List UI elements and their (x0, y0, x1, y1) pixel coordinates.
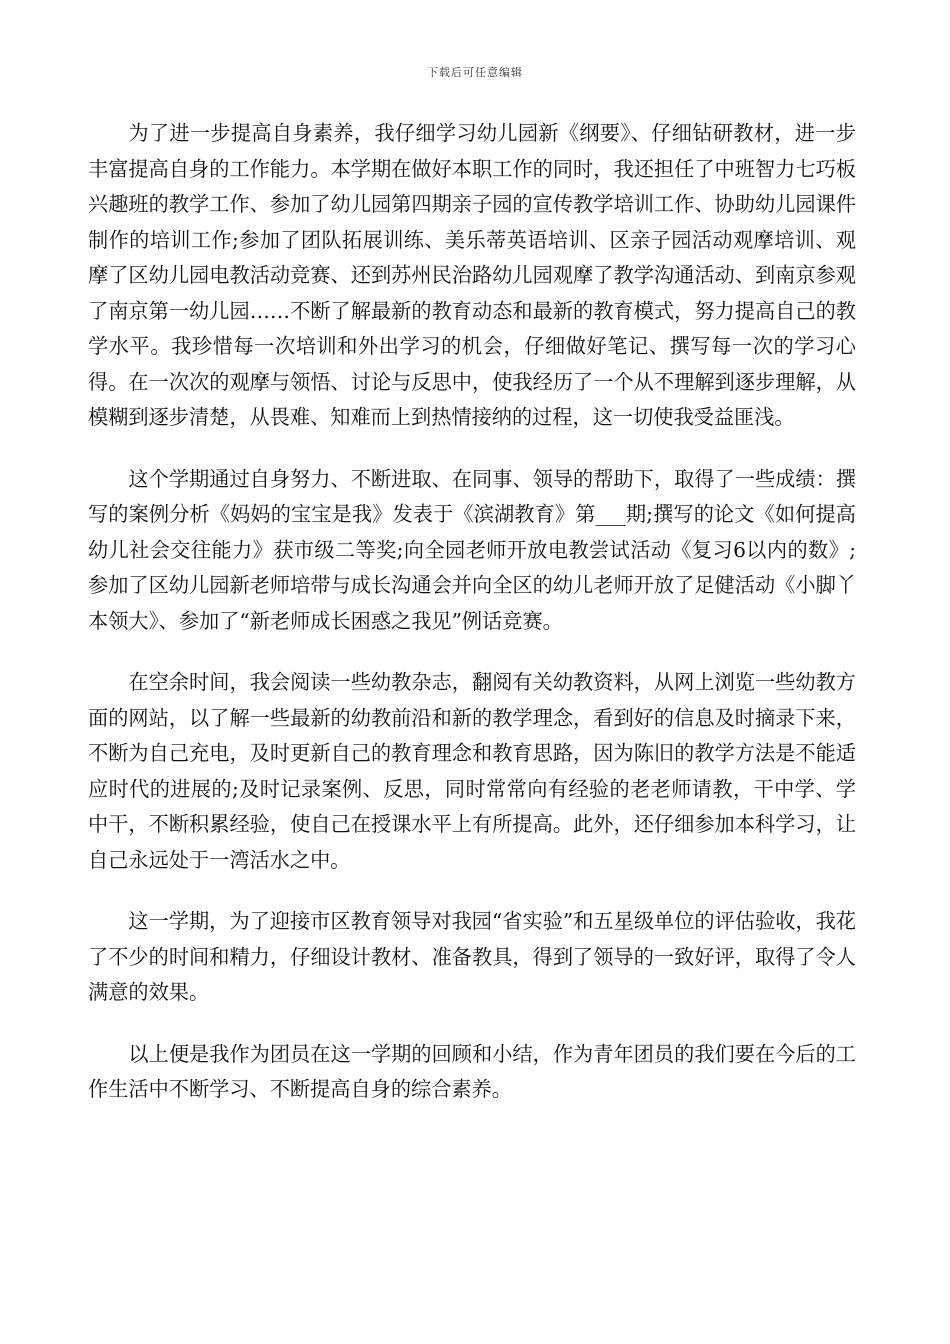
paragraph-evaluation: 这一学期，为了迎接市区教育领导对我园“省实验”和五星级单位的评估验收，我花了不少的时间和精力，仔细设计教材、准备教具，得到了领导的一致好评，取得了令人满意的效果。 (88, 909, 856, 1004)
page-header-note: 下载后可任意编辑 (427, 66, 523, 79)
paragraph-spare-time: 在空余时间，我会阅读一些幼教杂志，翻阅有关幼教资料，从网上浏览一些幼教方面的网站，以了解一些最新的幼教前沿和新的教学理念，看到好的信息及时摘录下来，不断为自己充电，及时更新自己的教育理念和教育思路，因为陈旧的教学方法是不能适应时代的进展的;及时记录案例、反思，同时常常向有经验的老老师请教，干中学、学中干，不断积累经验，使自己在授课水平上有所提高。此外，还仔细参加本科学习，让自己永远处于一湾活水之中。 (88, 670, 856, 872)
paragraph-achievements: 这个学期通过自身努力、不断进取、在同事、领导的帮助下，取得了一些成绩：撰写的案例分析《妈妈的宝宝是我》发表于《滨湖教育》第___期;撰写的论文《如何提高幼儿社会交往能力》获市级二等奖;向全园老师开放电教尝试活动《复习6以内的数》;参加了区幼儿园新老师培带与成长沟通会并向全区的幼儿老师开放了足健活动《小脚丫本领大》、参加了“新老师成长困惑之我见”例话竞赛。 (88, 466, 856, 633)
paragraph-self-study: 为了进一步提高自身素养，我仔细学习幼儿园新《纲要》、仔细钻研教材，进一步丰富提高自身的工作能力。本学期在做好本职工作的同时，我还担任了中班智力七巧板兴趣班的教学工作、参加了幼儿园第四期亲子园的宣传教学培训工作、协助幼儿园课件制作的培训工作;参加了团队拓展训练、美乐蒂英语培训、区亲子园活动观摩培训、观摩了区幼儿园电教活动竞赛、还到苏州民治路幼儿园观摩了教学沟通活动、到南京参观了南京第一幼儿园……不断了解最新的教育动态和最新的教育模式，努力提高自己的教学水平。我珍惜每一次培训和外出学习的机会，仔细做好笔记、撰写每一次的学习心得。在一次次的观摩与领悟、讨论与反思中，使我经历了一个从不理解到逐步理解，从模糊到逐步清楚，从畏难、知难而上到热情接纳的过程，这一切使我受益匪浅。 (88, 121, 856, 429)
paragraph-summary: 以上便是我作为团员在这一学期的回顾和小结，作为青年团员的我们要在今后的工作生活中不断学习、不断提高自身的综合素养。 (88, 1041, 856, 1101)
document-body (88, 116, 856, 1134)
